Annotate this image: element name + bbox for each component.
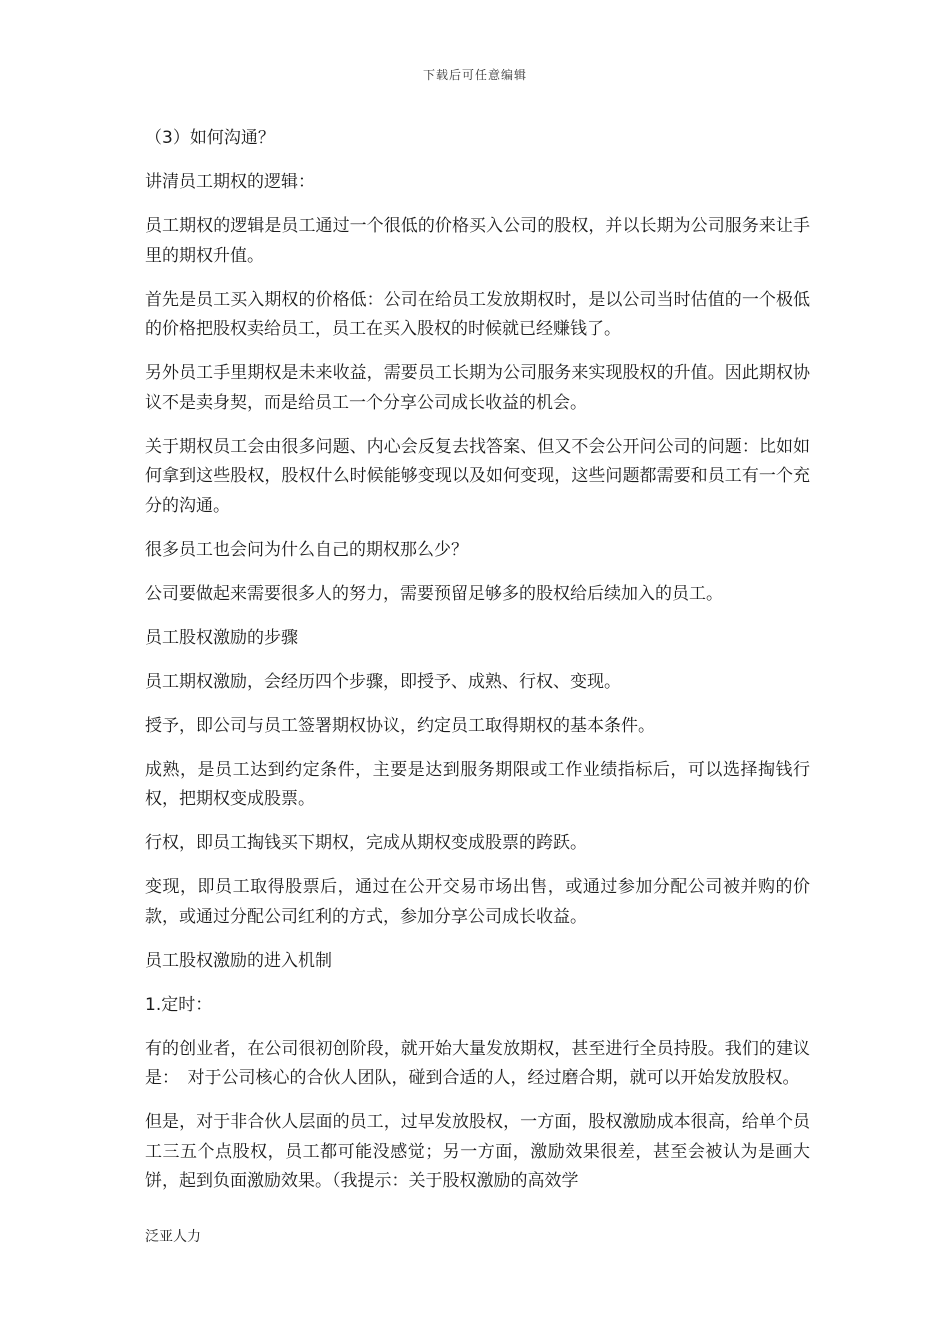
document-body: [145, 124, 810, 1211]
paragraph: 变现，即员工取得股票后，通过在公开交易市场出售，或通过参加分配公司被并购的价款，或通过分配公司红利的方式，参加分享公司成长收益。: [145, 877, 810, 927]
paragraph: 很多员工也会问为什么自己的期权那么少？: [145, 539, 468, 560]
paragraph: 有的创业者，在公司很初创阶段，就开始大量发放期权，甚至进行全员持股。我们的建议是： 对于公司核心的合伙人团队，碰到合适的人，经过磨合期，就可以开始发放股权。: [145, 1038, 810, 1088]
paragraph: 另外员工手里期权是未来收益，需要员工长期为公司服务来实现股权的升值。因此期权协议不是卖身契，而是给员工一个分享公司成长收益的机会。: [145, 363, 810, 413]
section-heading-steps: 员工股权激励的步骤: [145, 627, 298, 648]
paragraph: 公司要做起来需要很多人的努力，需要预留足够多的股权给后续加入的员工。: [145, 583, 723, 604]
paragraph: 但是，对于非合伙人层面的员工，过早发放股权，一方面，股权激励成本很高，给单个员工三五个点股权，员工都可能没感觉；另一方面，激励效果很差，甚至会被认为是画大饼，起到负面激励效果。（我提示：关于股权激励的高效学: [145, 1112, 810, 1191]
page-footer: 泛亚人力: [145, 1229, 201, 1245]
section-heading-entry-mechanism: 员工股权激励的进入机制: [145, 950, 332, 971]
section-heading-communication: （3）如何沟通？: [145, 128, 275, 148]
page-header: 下载后可任意编辑: [422, 68, 527, 82]
paragraph: 成熟，是员工达到约定条件，主要是达到服务期限或工作业绩指标后，可以选择掏钱行权，把期权变成股票。: [145, 759, 810, 809]
paragraph: 授予，即公司与员工签署期权协议，约定员工取得期权的基本条件。: [145, 715, 655, 736]
paragraph: 讲清员工期权的逻辑：: [145, 172, 315, 192]
paragraph: 员工期权的逻辑是员工通过一个很低的价格买入公司的股权，并以长期为公司服务来让手里的期权升值。: [145, 216, 810, 266]
subheading-timing: 1.定时：: [145, 994, 213, 1015]
paragraph: 行权，即员工掏钱买下期权，完成从期权变成股票的跨跃。: [145, 833, 587, 853]
paragraph: 关于期权员工会由很多问题、内心会反复去找答案、但又不会公开问公司的问题：比如如何拿到这些股权，股权什么时候能够变现以及如何变现，这些问题都需要和员工有一个充分的沟通。: [145, 436, 810, 516]
paragraph: 员工期权激励，会经历四个步骤，即授予、成熟、行权、变现。: [145, 671, 621, 692]
paragraph: 首先是员工买入期权的价格低：公司在给员工发放期权时，是以公司当时估值的一个极低的价格把股权卖给员工，员工在买入股权的时候就已经赚钱了。: [145, 289, 810, 339]
